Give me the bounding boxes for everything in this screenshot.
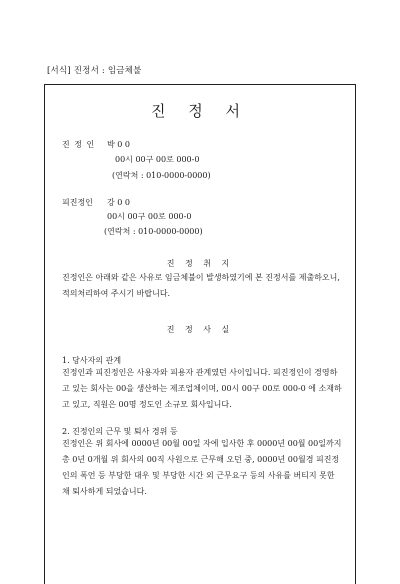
section-body: 진정인은 위 회사에 0000년 00월 00일 자에 입사한 후 0000년 00월 00일까지 총 0년 0개월 위 회사의 00직 사원으로 근무해 오던 중, 0000년 00월경 피진정인의 폭언 등 부당한 대우 및 부당한 시간 외 근무요구 등의 사유를 버티지 못한 채 퇴사하게 되었습니다. — [62, 439, 342, 496]
respondent-name: 강 0 0 — [107, 198, 130, 207]
document-frame — [44, 84, 356, 584]
respondent-contact: (연락처 : 010-0000-0000) — [104, 227, 203, 236]
facts-heading: 진 정 사 실 — [166, 325, 234, 334]
document-title: 진 정 서 — [150, 102, 249, 120]
complainant-contact: (연락처 : 010-0000-0000) — [112, 171, 211, 180]
purpose-text: 진정인은 아래와 같은 사유로 임금체불이 발생하였기에 본 진정서를 제출하오니, 적의처리하여 주시기 바랍니다. — [62, 273, 340, 298]
complainant-name: 박 0 0 — [107, 140, 130, 149]
form-label: [서식] 진정서 : 임금체불 — [47, 66, 142, 76]
section-title: 1. 당사자의 관계 — [62, 356, 122, 365]
complainant-address: 00시 00구 00로 000-0 — [115, 155, 200, 164]
purpose-heading: 진 정 취 지 — [166, 259, 234, 268]
section-title: 2. 진정인의 근무 및 퇴사 경위 등 — [62, 427, 178, 436]
section-body: 진정인과 피진정인은 사용자와 피용자 관계였던 사이입니다. 피진정인이 경영하고 있는 회사는 00을 생산하는 제조업체이며, 00시 00구 00로 000-0 에 소재하고 있고, 직원은 00명 정도인 소규모 회사입니다. — [62, 368, 342, 409]
respondent-label: 피진정인 — [62, 198, 93, 207]
respondent-address: 00시 00구 00로 000-0 — [107, 212, 192, 221]
complainant-label: 진 정 인 — [62, 140, 96, 149]
